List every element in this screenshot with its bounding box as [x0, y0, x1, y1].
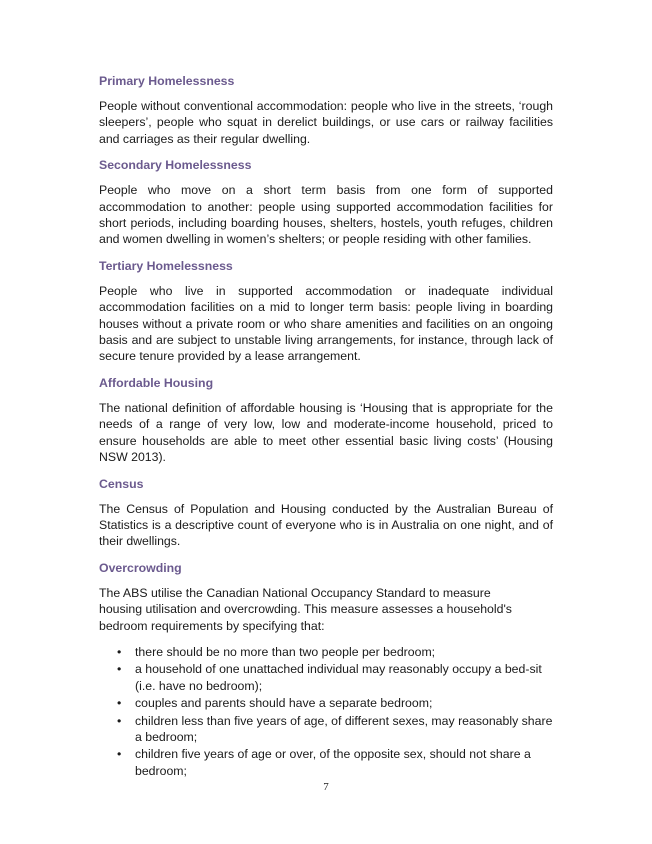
paragraph-primary-homelessness: People without conventional accommodation: people who live in the streets, ‘rough sleepers’, people who squat in derelict buildings, or use cars or railway facilities and carriages as their regular dwelling. [99, 99, 553, 146]
heading-primary-homelessness: Primary Homelessness [99, 74, 235, 88]
paragraph-tertiary-homelessness: People who live in supported accommodation or inadequate individual accommodation facilities on a mid to longer term basis: people living in boarding houses without a private room or who share amenities and facilities on an ongoing basis and are subject to unstable living arrangements, for instance, through lack of secure tenure provided by a lease arrangement. [99, 283, 553, 364]
document-body [99, 73, 553, 780]
list-item [117, 746, 555, 779]
bullet-icon: • [117, 747, 122, 762]
heading-overcrowding: Overcrowding [99, 560, 182, 575]
paragraph-affordable-housing: The national definition of affordable housing is ‘Housing that is appropriate for the needs of a range of very low, low and moderate-income household, priced to ensure households are able to meet other essential basic living costs’ (Housing NSW 2013). [99, 400, 553, 465]
list-item-text: children five years of age or over, of the opposite sex, should not share a bedroom; [135, 747, 531, 778]
bullet-icon: • [117, 662, 122, 677]
bullet-icon: • [117, 696, 122, 711]
heading-secondary-homelessness: Secondary Homelessness [99, 158, 252, 173]
paragraph-census: The Census of Population and Housing conducted by the Australian Bureau of Statistics is a descriptive count of everyone who is in Australia on one night, and of their dwellings. [99, 501, 553, 549]
heading-affordable-housing: Affordable Housing [99, 375, 214, 390]
bullet-icon: • [117, 644, 122, 659]
list-item-text: children less than five years of age, of different sexes, may reasonably share a bedroom; [135, 713, 553, 744]
list-item-text: a household of one unattached individual may reasonably occupy a bed-sit (i.e. have no bedroom); [135, 662, 542, 693]
heading-census: Census [99, 476, 144, 491]
list-item [117, 713, 555, 746]
list-item [117, 695, 555, 711]
occupancy-standard-list [99, 644, 553, 779]
paragraph-overcrowding: The ABS utilise the Canadian National Occupancy Standard to measure housing utilisation and overcrowding. This measure assesses a household's bedroom requirements by specifying that: [99, 585, 512, 633]
list-item-text: there should be no more than two people per bedroom; [135, 644, 436, 659]
bullet-icon: • [117, 713, 122, 728]
list-item [117, 644, 555, 660]
paragraph-secondary-homelessness: People who move on a short term basis from one form of supported accommodation to another: people using supported accommodation facilities for short periods, including boarding houses, shelters, hostels, youth refuges, children and women dwelling in women’s shelters; or people residing with other families. [99, 183, 553, 247]
heading-tertiary-homelessness: Tertiary Homelessness [99, 258, 233, 273]
page-number: 7 [323, 781, 329, 793]
list-item [117, 661, 555, 694]
list-item-text: couples and parents should have a separate bedroom; [135, 696, 433, 711]
